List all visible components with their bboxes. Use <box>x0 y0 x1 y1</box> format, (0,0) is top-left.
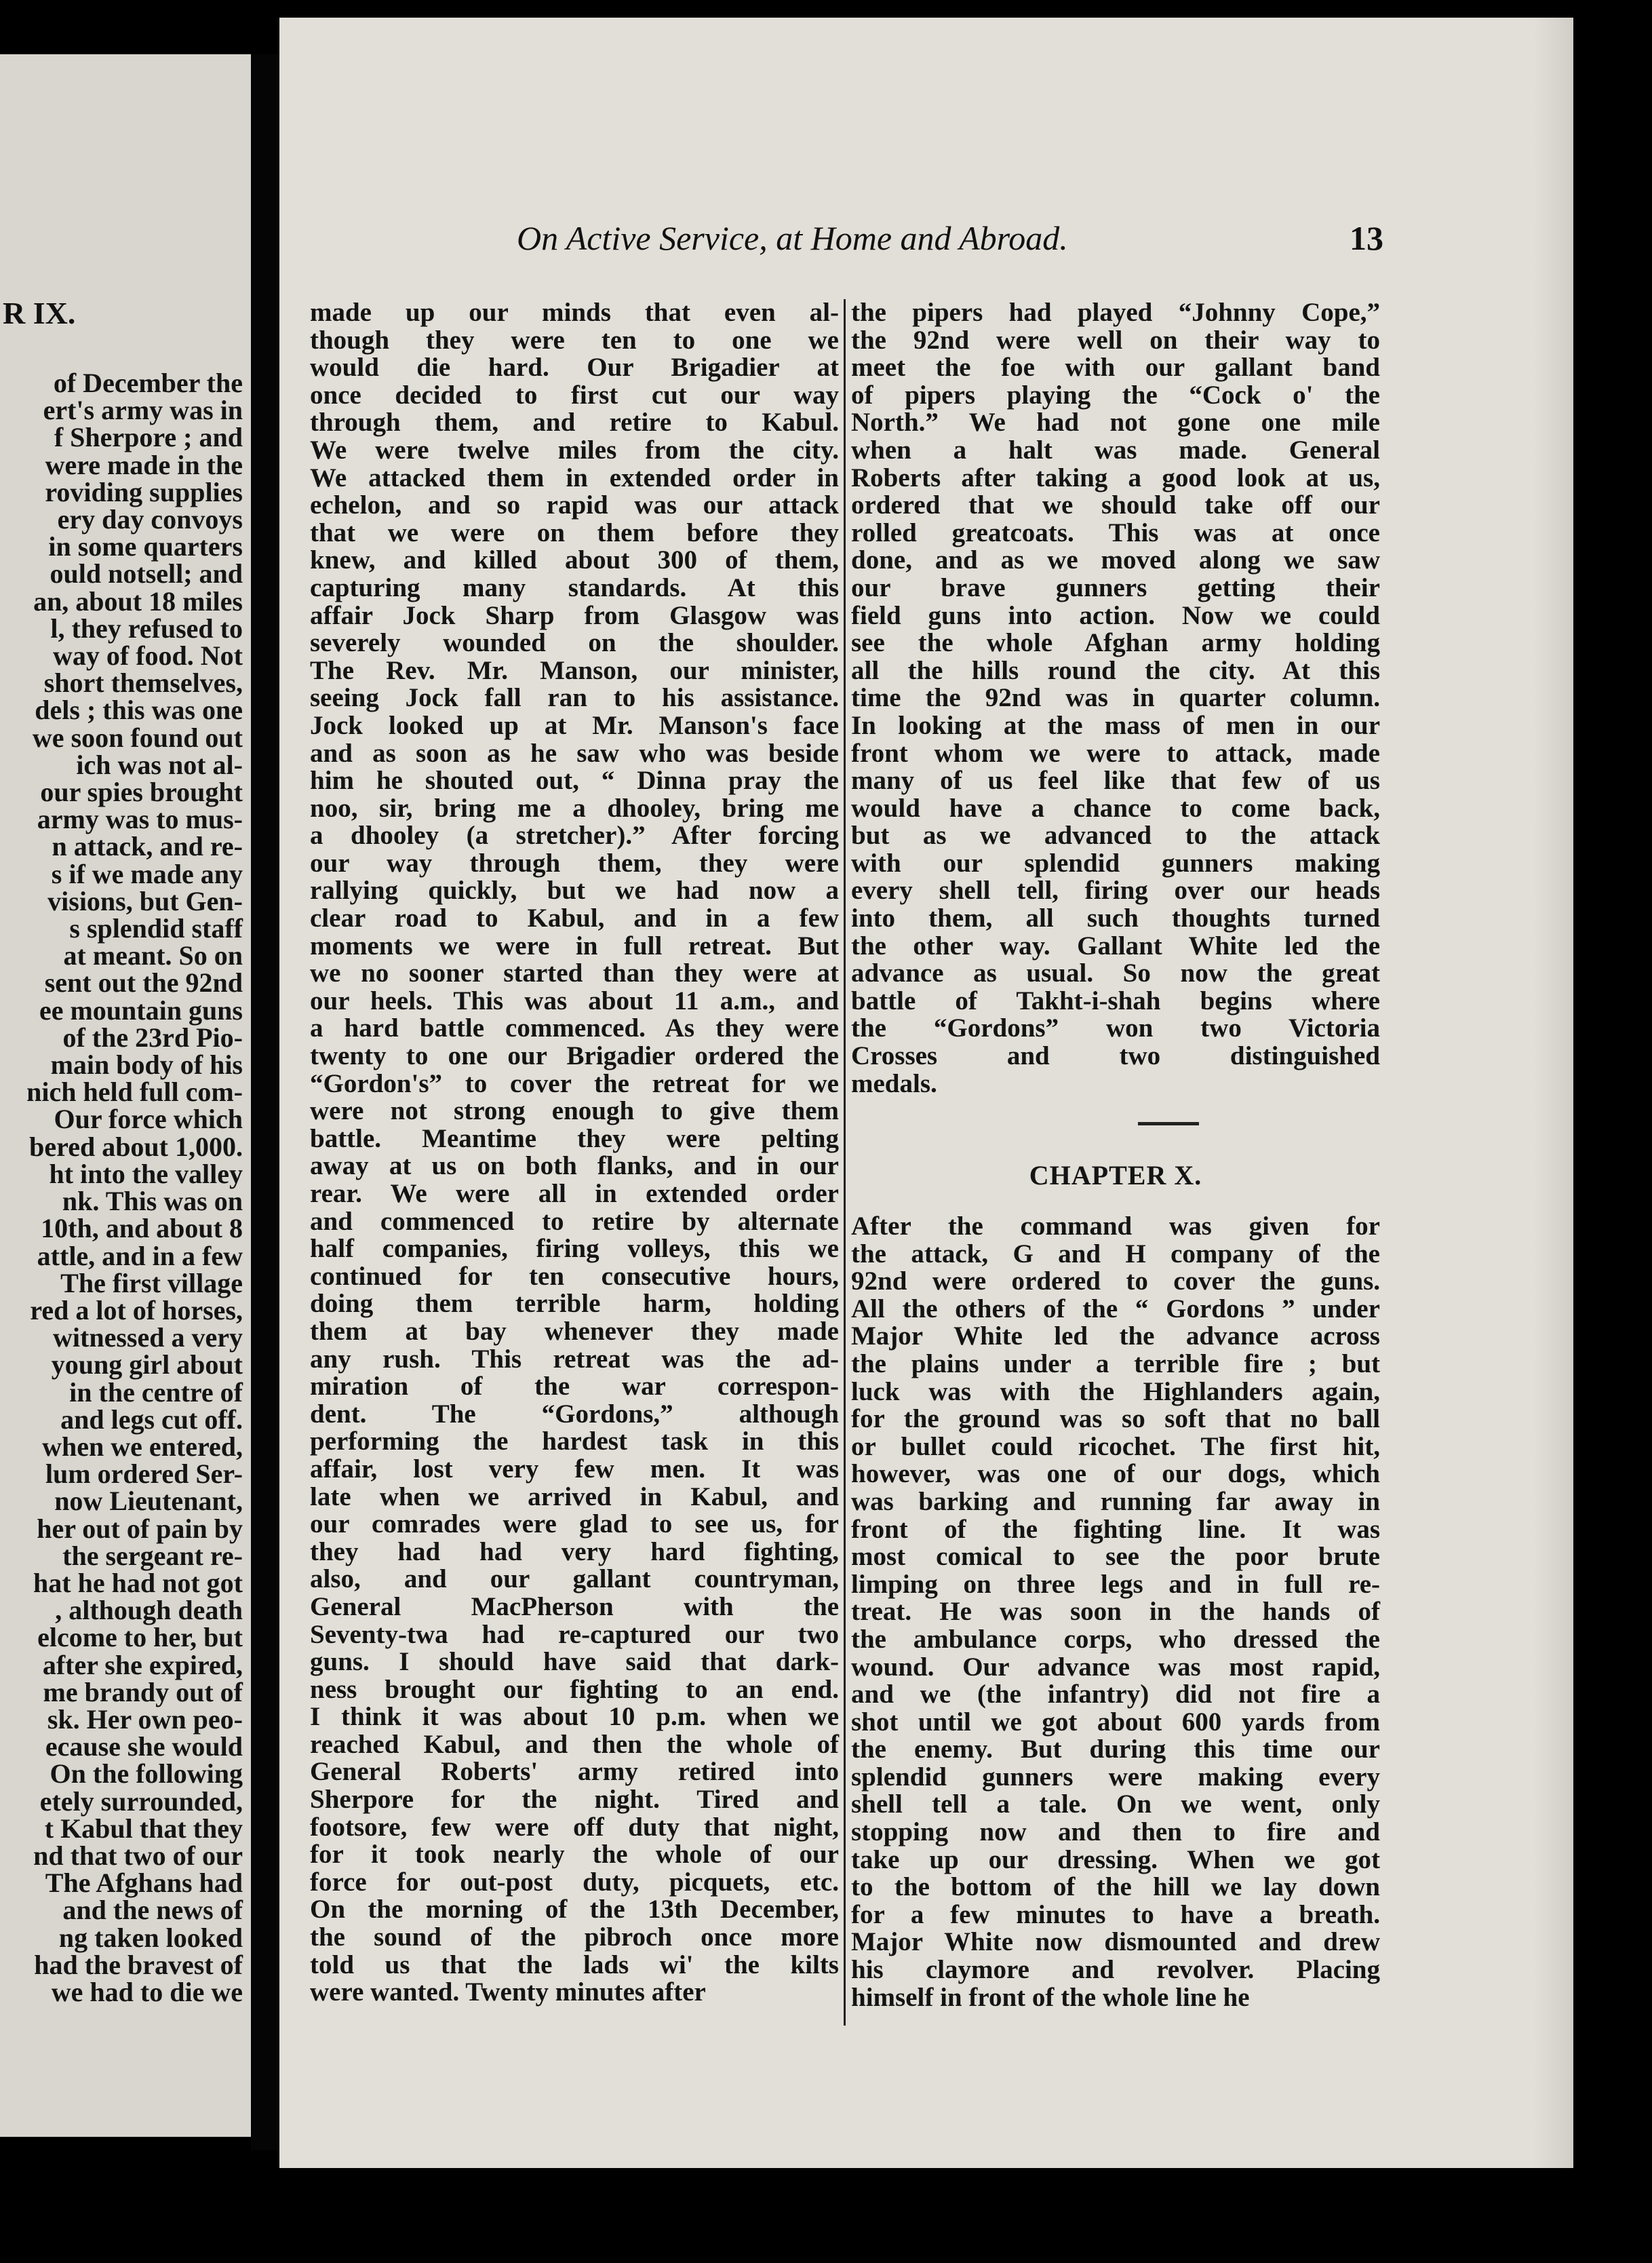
text-line: affair Jock Sharp from Glasgow was <box>310 600 839 630</box>
previous-page-text-line: now Lieutenant, <box>54 1486 243 1517</box>
text-line: dent. The “Gordons,” although <box>310 1399 839 1429</box>
text-line: however, was one of our dogs, which <box>851 1459 1380 1489</box>
previous-page-text-line: The Afghans had <box>45 1868 243 1899</box>
text-line: late when we arrived in Kabul, and <box>310 1482 839 1511</box>
text-line: noo, sir, bring me a dhooley, bring me <box>310 793 839 823</box>
text-line: On the morning of the 13th December, <box>310 1895 839 1924</box>
previous-page-text-line: of December the <box>53 368 243 398</box>
text-line: the sound of the pibroch once more <box>310 1922 839 1952</box>
text-line: and as soon as he saw who was beside <box>310 738 839 768</box>
text-line: rolled greatcoats. This was at once <box>851 518 1380 547</box>
text-line: the other way. Gallant White led the <box>851 931 1380 961</box>
text-line: severely wounded on the shoulder. <box>310 628 839 658</box>
text-line: they had had very hard fighting, <box>310 1536 839 1566</box>
book-page <box>279 18 1573 2168</box>
previous-page-text-line: red a lot of horses, <box>30 1294 243 1326</box>
text-line: wound. Our advance was most rapid, <box>851 1652 1380 1682</box>
previous-page-text-line: On the following <box>50 1758 243 1790</box>
text-line: shot until we got about 600 yards from <box>851 1707 1380 1737</box>
previous-page-text-line: nk. This was on <box>62 1186 243 1217</box>
chapter-heading: CHAPTER X. <box>1029 1160 1202 1191</box>
previous-page-text-line: The first village <box>60 1267 243 1298</box>
text-line: him he shouted out, “ Dinna pray the <box>310 766 839 796</box>
text-line: the enemy. But during this time our <box>851 1735 1380 1764</box>
text-line: the ambulance corps, who dressed the <box>851 1624 1380 1654</box>
text-line: field guns into action. Now we could <box>851 600 1380 630</box>
previous-page-text-line: n attack, and re- <box>52 831 243 862</box>
previous-page-text-line: of the 23rd Pio- <box>62 1022 243 1053</box>
text-line: clear road to Kabul, and in a few <box>310 904 839 933</box>
text-line: General Roberts' army retired into <box>310 1757 839 1787</box>
text-line: for it took nearly the whole of our <box>310 1840 839 1870</box>
previous-page-text-line: roviding supplies <box>45 476 243 507</box>
book-gutter <box>251 54 279 2150</box>
text-line: of pipers playing the “Cock o' the <box>851 380 1380 410</box>
text-line: any rush. This retreat was the ad- <box>310 1344 839 1374</box>
previous-page-text-line: lum ordered Ser- <box>45 1458 243 1490</box>
previous-page-text-line: ht into the valley <box>49 1158 243 1189</box>
previous-page-text-line: and legs cut off. <box>60 1404 243 1435</box>
previous-page-text-line: at meant. So on <box>63 940 243 971</box>
text-line: capturing many standards. At this <box>310 573 839 602</box>
text-line: with our splendid gunners making <box>851 848 1380 878</box>
text-line: luck was with the Highlanders again, <box>851 1376 1380 1406</box>
previous-page-text-line: young girl about <box>51 1349 243 1380</box>
text-line: we no sooner started than they were at <box>310 959 839 988</box>
text-line: The Rev. Mr. Manson, our minister, <box>310 655 839 685</box>
previous-page-fragment <box>0 54 251 2137</box>
text-line: miration of the war correspon- <box>310 1372 839 1401</box>
previous-page-text-line: when we entered, <box>42 1431 243 1462</box>
text-line: once decided to first cut our way <box>310 380 839 410</box>
previous-page-text-line: ich was not al- <box>76 749 243 780</box>
text-column-right-top <box>851 299 1380 1098</box>
text-line: meet the foe with our gallant band <box>851 353 1380 383</box>
previous-page-text-line: an, about 18 miles <box>33 585 243 617</box>
text-line: made up our minds that even al- <box>310 298 839 327</box>
text-line: away at us on both flanks, and in our <box>310 1151 839 1181</box>
text-line: 92nd were ordered to cover the guns. <box>851 1266 1380 1296</box>
previous-page-text-line: short themselves, <box>43 668 243 699</box>
text-line: medals. <box>851 1068 937 1098</box>
previous-page-text-line: were made in the <box>45 449 243 480</box>
previous-page-text-line: witnessed a very <box>53 1322 243 1353</box>
text-line: all the hills round the city. At this <box>851 655 1380 685</box>
previous-page-text-line: s if we made any <box>51 858 243 889</box>
previous-page-text-line: after she expired, <box>42 1649 243 1680</box>
previous-page-text-line: had the bravest of <box>34 1949 243 1980</box>
text-line: that we were on them before they <box>310 518 839 547</box>
text-line: the plains under a terrible fire ; but <box>851 1349 1380 1378</box>
previous-page-text-line: army was to mus- <box>37 804 243 835</box>
text-line: echelon, and so rapid was our attack <box>310 490 839 520</box>
text-line: We were twelve miles from the city. <box>310 435 839 465</box>
previous-page-text-line: visions, but Gen- <box>47 885 243 916</box>
text-line: performing the hardest task in this <box>310 1427 839 1456</box>
text-line: the pipers had played “Johnny Cope,” <box>851 298 1380 327</box>
text-line: also, and our gallant countryman, <box>310 1564 839 1594</box>
previous-page-text-line: attle, and in a few <box>37 1240 243 1271</box>
previous-page-text-line: nd that two of our <box>33 1840 243 1871</box>
text-line: but as we advanced to the attack <box>851 821 1380 851</box>
previous-page-text-line: me brandy out of <box>43 1676 243 1707</box>
previous-page-chapter-heading: R IX. <box>3 296 76 330</box>
previous-page-text-line: we had to die we <box>51 1976 243 2007</box>
text-line: for the ground was so soft that no ball <box>851 1404 1380 1434</box>
text-line: into them, all such thoughts turned <box>851 904 1380 933</box>
text-line: seeing Jock fall ran to his assistance. <box>310 683 839 713</box>
text-line: General MacPherson with the <box>310 1591 839 1621</box>
text-line: rear. We were all in extended order <box>310 1179 839 1208</box>
text-line: front of the fighting line. It was <box>851 1514 1380 1544</box>
previous-page-text-line: dels ; this was one <box>35 695 243 726</box>
text-line: moments we were in full retreat. But <box>310 931 839 961</box>
text-line: shell tell a tale. On we went, only <box>851 1790 1380 1819</box>
text-line: time the 92nd was in quarter column. <box>851 683 1380 713</box>
text-column-right-bottom <box>851 1213 1380 2011</box>
text-line: reached Kabul, and then the whole of <box>310 1729 839 1759</box>
text-line: them at bay whenever they made <box>310 1316 839 1346</box>
text-line: limping on three legs and in full re- <box>851 1569 1380 1599</box>
text-line: see the whole Afghan army holding <box>851 628 1380 658</box>
previous-page-text-line: s splendid staff <box>69 913 243 944</box>
text-line: when a halt was made. General <box>851 435 1380 465</box>
previous-page-text-line: and the news of <box>62 1895 243 1926</box>
text-line: doing them terrible harm, holding <box>310 1289 839 1319</box>
previous-page-text-line: we soon found out <box>32 722 243 753</box>
text-line: Roberts after taking a good look at us, <box>851 463 1380 492</box>
previous-page-text-line: sent out the 92nd <box>44 967 243 999</box>
text-line: half companies, firing volleys, this we <box>310 1234 839 1264</box>
text-line: the attack, G and H company of the <box>851 1239 1380 1269</box>
previous-page-text-line: main body of his <box>50 1049 243 1081</box>
text-line: After the command was given for <box>851 1212 1380 1241</box>
text-line: told us that the lads wi' the kilts <box>310 1950 839 1979</box>
previous-page-text-line: her out of pain by <box>37 1513 243 1544</box>
text-line: to the bottom of the hill we lay down <box>851 1872 1380 1902</box>
text-line: Jock looked up at Mr. Manson's face <box>310 710 839 740</box>
text-line: for a few minutes to have a breath. <box>851 1899 1380 1929</box>
previous-page-text-line: ery day convoys <box>57 504 243 535</box>
text-line: stopping now and then to fire and <box>851 1817 1380 1847</box>
previous-page-text-line: , although death <box>55 1595 243 1626</box>
text-line: were wanted. Twenty minutes after <box>310 1977 706 2007</box>
column-divider <box>844 299 846 2026</box>
previous-page-text-line: way of food. Not <box>53 640 243 672</box>
text-line: done, and as we moved along we saw <box>851 545 1380 575</box>
text-line: ness brought our fighting to an end. <box>310 1674 839 1704</box>
text-line: affair, lost very few men. It was <box>310 1454 839 1484</box>
text-line: Major White led the advance across <box>851 1321 1380 1351</box>
chapter-separator-rule <box>1138 1122 1199 1125</box>
previous-page-text-line: ert's army was in <box>43 395 243 426</box>
text-line: I think it was about 10 p.m. when we <box>310 1702 839 1732</box>
text-line: knew, and killed about 300 of them, <box>310 545 839 575</box>
text-line: were not strong enough to give them <box>310 1096 839 1126</box>
text-line: a hard battle commenced. As they were <box>310 1013 839 1043</box>
text-line: All the others of the “ Gordons ” under <box>851 1294 1380 1323</box>
text-line: our heels. This was about 11 a.m., and <box>310 986 839 1016</box>
text-line: was barking and running far away in <box>851 1486 1380 1516</box>
previous-page-text-line: f Sherpore ; and <box>54 422 243 453</box>
text-line: footsore, few were off duty that night, <box>310 1812 839 1842</box>
previous-page-text-line: ee mountain guns <box>39 994 243 1026</box>
previous-page-text-line: sk. Her own peo- <box>47 1703 243 1735</box>
text-line: our comrades were glad to see us, for <box>310 1509 839 1539</box>
previous-page-text-line: ng taken looked <box>58 1922 243 1953</box>
previous-page-text-line: nich held full com- <box>26 1077 243 1108</box>
text-line: many of us feel like that few of us <box>851 766 1380 796</box>
text-line: treat. He was soon in the hands of <box>851 1597 1380 1627</box>
scan-border <box>1573 0 1652 2263</box>
text-line: our brave gunners getting their <box>851 573 1380 602</box>
text-line: front whom we were to attack, made <box>851 738 1380 768</box>
previous-page-text-line: Our force which <box>54 1104 243 1135</box>
text-line: “Gordon's” to cover the retreat for we <box>310 1068 839 1098</box>
text-line: his claymore and revolver. Placing <box>851 1955 1380 1985</box>
previous-page-text-line: t Kabul that they <box>44 1813 243 1844</box>
previous-page-text-line: in the centre of <box>69 1376 243 1408</box>
text-line: battle. Meantime they were pelting <box>310 1123 839 1153</box>
previous-page-text-line: hat he had not got <box>33 1567 243 1598</box>
page-number: 13 <box>1350 219 1383 257</box>
text-line: guns. I should have said that dark- <box>310 1647 839 1677</box>
text-line: and we (the infantry) did not fire a <box>851 1680 1380 1709</box>
previous-page-text <box>0 370 243 2006</box>
previous-page-text-line: our spies brought <box>40 777 243 808</box>
text-line: take up our dressing. When we got <box>851 1844 1380 1874</box>
text-line: North.” We had not gone one mile <box>851 408 1380 438</box>
text-line: through them, and retire to Kabul. <box>310 408 839 438</box>
previous-page-text-line: ecause she would <box>45 1731 243 1762</box>
text-line: We attacked them in extended order in <box>310 463 839 492</box>
previous-page-text-line: the sergeant re- <box>62 1540 243 1571</box>
text-line: rallying quickly, but we had now a <box>310 876 839 906</box>
running-title: On Active Service, at Home and Abroad. <box>517 219 1068 257</box>
text-line: splendid gunners were making every <box>851 1762 1380 1792</box>
text-line: In looking at the mass of men in our <box>851 710 1380 740</box>
text-line: every shell tell, firing over our heads <box>851 876 1380 906</box>
text-line: would die hard. Our Brigadier at <box>310 353 839 383</box>
text-line: our way through them, they were <box>310 848 839 878</box>
text-line: though they were ten to one we <box>310 325 839 355</box>
text-line: most comical to see the poor brute <box>851 1542 1380 1572</box>
text-line: twenty to one our Brigadier ordered the <box>310 1041 839 1071</box>
text-line: ordered that we should take off our <box>851 490 1380 520</box>
text-line: Crosses and two distinguished <box>851 1041 1380 1071</box>
text-line: the 92nd were well on their way to <box>851 325 1380 355</box>
text-line: the “Gordons” won two Victoria <box>851 1013 1380 1043</box>
text-line: battle of Takht-i-shah begins where <box>851 986 1380 1016</box>
text-column-left <box>310 299 839 2007</box>
previous-page-text-line: ould notsell; and <box>50 558 243 589</box>
text-line: and commenced to retire by alternate <box>310 1206 839 1236</box>
text-line: continued for ten consecutive hours, <box>310 1261 839 1291</box>
previous-page-text-line: l, they refused to <box>50 613 243 644</box>
text-line: Seventy-twa had re-captured our two <box>310 1619 839 1649</box>
text-line: himself in front of the whole line he <box>851 1982 1250 2012</box>
previous-page-text-line: etely surrounded, <box>39 1785 243 1817</box>
page-edge-shade <box>1533 18 1573 2168</box>
text-line: or bullet could ricochet. The first hit, <box>851 1431 1380 1461</box>
previous-page-text-line: 10th, and about 8 <box>41 1213 243 1244</box>
previous-page-text-line: elcome to her, but <box>37 1622 243 1653</box>
previous-page-text-line: bered about 1,000. <box>29 1131 243 1162</box>
text-line: advance as usual. So now the great <box>851 959 1380 988</box>
text-line: would have a chance to come back, <box>851 793 1380 823</box>
text-line: force for out-post duty, picquets, etc. <box>310 1867 839 1897</box>
previous-page-text-line: in some quarters <box>48 531 243 562</box>
text-line: a dhooley (a stretcher).” After forcing <box>310 821 839 851</box>
text-line: Sherpore for the night. Tired and <box>310 1785 839 1815</box>
text-line: Major White now dismounted and drew <box>851 1927 1380 1957</box>
